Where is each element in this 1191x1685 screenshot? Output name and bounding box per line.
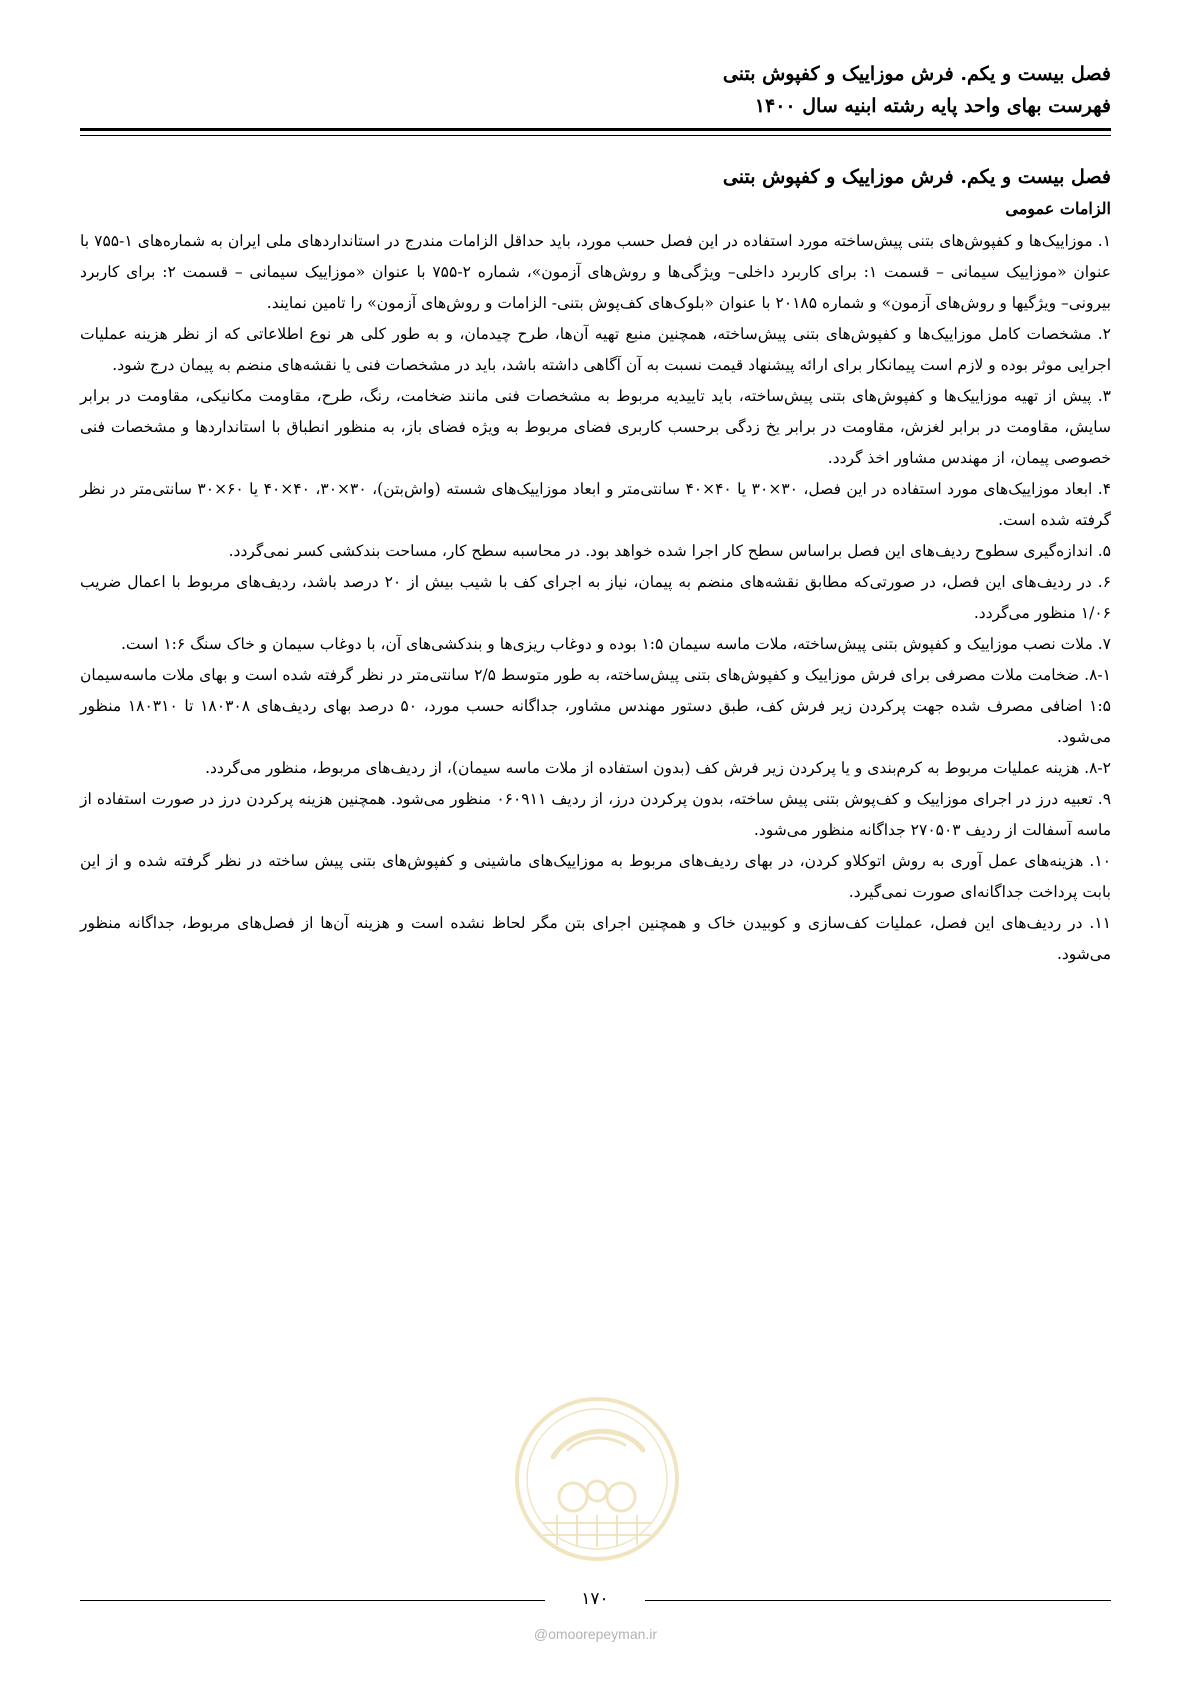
paragraph-9: ۹. تعبیه درز در اجرای موزاییک و کف‌پوش بتنی پیش ساخته، بدون پرکردن درز، از ردیف ۰۶۰۹۱۱ منظور می‌شود. همچنین هزینه پرکردن درز در صورت استفاده از ماسه آسفالت از ردیف ۲۷۰۵۰۳ جداگانه منظور می‌شود. <box>80 790 1112 839</box>
page-number: ۱۷۰ <box>545 1588 645 1610</box>
section-title: الزامات عمومی <box>1005 199 1111 218</box>
body-content <box>80 160 1111 970</box>
header-rule-thick <box>80 128 1111 131</box>
paragraph-1: ۱. موزاییک‌ها و کفپوش‌های بتنی پیش‌ساخته مورد استفاده در این فصل حسب مورد، باید حداقل الزامات مندرج در استانداردهای ملی ایران به شماره‌های ۱-۷۵۵ با عنوان «موزاییک سیمانی – قسمت ۱: برای کاربرد داخلی– ویژگی‌ها و روش‌های آزمون»، شماره ۲-۷۵۵ با عنوان «موزاییک سیمانی – قسمت ۲: برای کاربرد بیرونی– ویژگیها و روش‌های آزمون» و شماره ۲۰۱۸۵ با عنوان «بلوک‌های کف‌پوش بتنی- الزامات و روش‌های آزمون» را تامین نمایند. <box>80 232 1112 312</box>
paragraph-6: ۶. در ردیف‌های این فصل، در صورتی‌که مطابق نقشه‌های منضم به پیمان، نیاز به اجرای کف با شیب بیش از ۲۰ درصد باشد، ردیف‌های مربوط با اعمال ضریب ۱/۰۶ منظور می‌گردد. <box>80 573 1112 622</box>
paragraph-11: ۱۱. در ردیف‌های این فصل، عملیات کف‌سازی و کوبیدن خاک و همچنین اجرای بتن مگر لحاظ نشده است و هزینه آن‌ها از فصل‌های مربوط، جداگانه منظور می‌شود. <box>80 914 1111 963</box>
header-rule-thin <box>80 135 1111 136</box>
running-header-chapter: فصل بیست و یکم. فرش موزاییک و کفپوش بتنی <box>722 63 1111 85</box>
watermark-url: @omoorepeyman.ir <box>533 1626 658 1642</box>
paragraph-5: ۵. اندازه‌گیری سطوح ردیف‌های این فصل براساس سطح کار اجرا شده خواهد بود. در محاسبه سطح کار، مساحت بندکشی کسر نمی‌گردد. <box>228 542 1111 560</box>
paragraph-8-2: ۸-۲. هزینه عملیات مربوط به کرم‌بندی و یا پرکردن زیر فرش کف (بدون استفاده از ملات ماسه سیمان)، از ردیف‌های مربوط، منظور می‌گردد. <box>205 759 1111 777</box>
paragraph-8-1: ۸-۱. ضخامت ملات مصرفی برای فرش موزاییک و کفپوش‌های بتنی پیش‌ساخته، به طور متوسط ۲/۵ سانتی‌متر در نظر گرفته شده است و بهای ملات ماسه‌سیمان ۱:۵ اضافی مصرف شده جهت پرکردن زیر فرش کف، طبق دستور مهندس مشاور، جداگانه حسب مورد، ۵۰ درصد بهای ردیف‌های ۱۸۰۳۰۸ تا ۱۸۰۳۱۰ منظور می‌شود. <box>80 666 1111 746</box>
paragraph-2: ۲. مشخصات کامل موزاییک‌ها و کفپوش‌های بتنی پیش‌ساخته، همچنین منبع تهیه آن‌ها، طرح چیدمان، و به طور کلی هر نوع اطلاعاتی که از نظر هزینه عملیات اجرایی موثر بوده و لازم است پیمانکار برای ارائه پیشنهاد قیمت نسبت به آن آگاهی داشته باشد، باید در مشخصات فنی یا نقشه‌های منضم به پیمان درج شود. <box>80 325 1111 374</box>
paragraph-10: ۱۰. هزینه‌های عمل آوری به روش اتوکلاو کردن، در بهای ردیف‌های مربوط به موزاییک‌های ماشینی و کفپوش‌های بتنی پیش ساخته در نظر گرفته شده و از این بابت پرداخت جداگانه‌ای صورت نمی‌گیرد. <box>80 852 1111 901</box>
running-header-book-title: فهرست بهای واحد پایه رشته ابنیه سال ۱۴۰۰ <box>754 95 1111 117</box>
chapter-title: فصل بیست و یکم. فرش موزاییک و کفپوش بتنی <box>722 166 1111 188</box>
running-header <box>80 58 1111 122</box>
paragraph-7: ۷. ملات نصب موزاییک و کفپوش بتنی پیش‌ساخته، ملات ماسه سیمان ۱:۵ بوده و دوغاب ریزی‌ها و بندکشی‌های آن، با دوغاب سیمان و خاک سنگ ۱:۶ است. <box>120 635 1111 653</box>
seal-logo-icon <box>513 1395 681 1563</box>
paragraph-3: ۳. پیش از تهیه موزاییک‌ها و کفپوش‌های بتنی پیش‌ساخته، باید تاییدیه مربوط به مشخصات فنی مانند ضخامت، رنگ، طرح، مقاومت مکانیکی، مقاومت در برابر سایش، مقاومت در برابر لغزش، مقاومت در برابر یخ زدگی برحسب کاربری فضای مربوط به ویژه فضای باز، به منظور انطباق با استانداردها و مشخصات فنی خصوصی پیمان، از مهندس مشاور اخذ گردد. <box>80 387 1111 467</box>
paragraph-4: ۴. ابعاد موزاییک‌های مورد استفاده در این فصل، ۳۰×۳۰ یا ۴۰×۴۰ سانتی‌متر و ابعاد موزاییک‌های شسته (واش‌بتن)، ۳۰×۳۰، ۴۰×۴۰ یا ۶۰×۳۰ سانتی‌متر در نظر گرفته شده است. <box>80 480 1112 529</box>
